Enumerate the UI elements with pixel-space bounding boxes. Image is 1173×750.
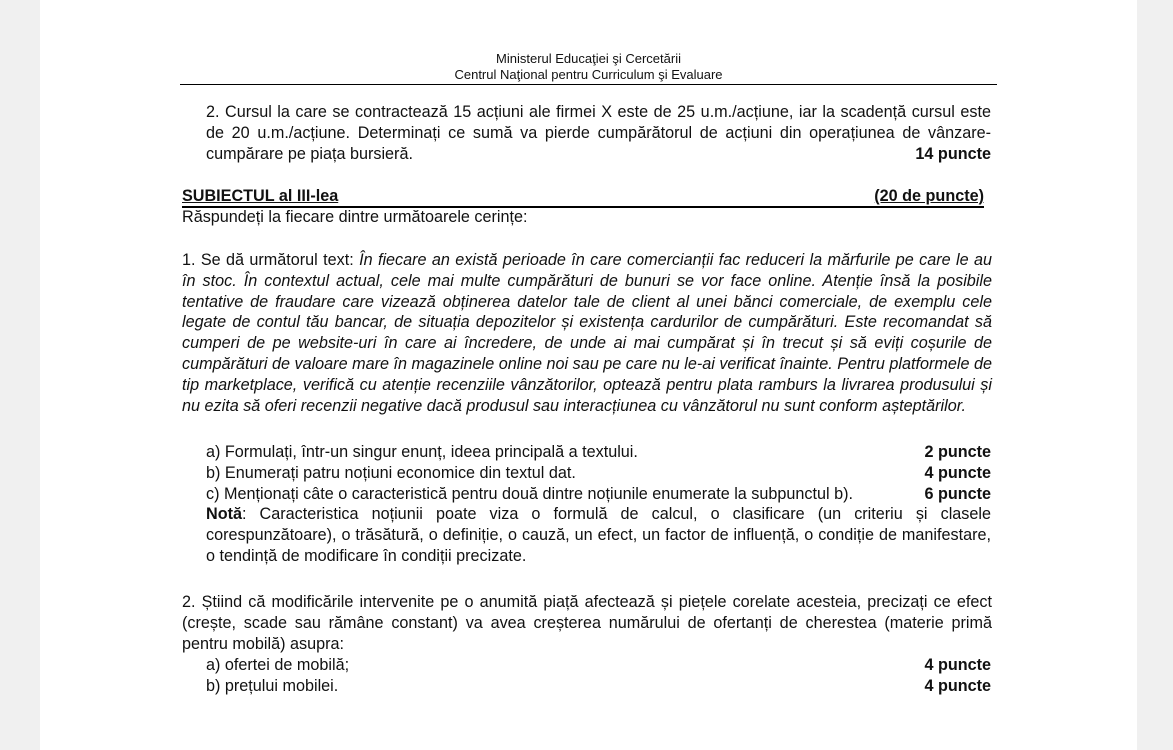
q2-subitem-b (206, 676, 991, 697)
q2-subitem-b-points: 4 puncte (924, 676, 991, 695)
subitem-a-text: a) Formulați, într-un singur enunț, ideea principală a textului. (206, 443, 638, 461)
subject-heading (182, 186, 984, 208)
subject-instruction: Răspundeți la fiecare dintre următoarele cerințe: (182, 208, 528, 226)
item-2-text: 2. Cursul la care se contractează 15 acțiuni ale firmei X este de 25 u.m./acțiune, iar la scadență cursul este de 20 u.m./acțiune. Determinați ce sumă va pierde cumpărătorul de acțiuni din operațiunea de vânzare-cumpărare pe piața bursieră. (206, 103, 991, 163)
center-name: Centrul Naţional pentru Curriculum şi Evaluare (454, 67, 723, 82)
note-label: Notă (206, 505, 242, 524)
item-2 (206, 102, 991, 164)
ministry-name: Ministerul Educaţiei şi Cercetării (496, 51, 681, 66)
subitem-c-points: 6 puncte (924, 484, 991, 503)
document-page (40, 0, 1137, 750)
question-1-text (182, 250, 992, 416)
q2-subitem-a-text: a) ofertei de mobilă; (206, 656, 350, 674)
subitem-c (206, 484, 991, 505)
subject-points: (20 de puncte) (874, 187, 984, 205)
subitem-c-text: c) Menționați câte o caracteristică pentru două dintre noțiunile enumerate la subpunctul b). (206, 484, 853, 503)
question-2-text: 2. Știind că modificările intervenite pe o anumită piață afectează și piețele corelate acesteia, precizați ce efect (crește, scade sau rămâne constant) va avea creșterea numărului de ofertanți de cherestea (materie primă pentru mobilă) asupra: (182, 593, 992, 653)
subitem-b (206, 463, 991, 484)
q2-subitem-a (206, 655, 991, 676)
question-1-subitems (206, 442, 991, 567)
subitem-b-text: b) Enumerați patru noțiuni economice din textul dat. (206, 463, 576, 482)
q2-subitem-b-text: b) prețului mobilei. (206, 676, 339, 695)
subitem-a-points: 2 puncte (924, 443, 991, 461)
question-1-intro: 1. Se dă următorul text: (182, 251, 360, 269)
subitem-a (206, 442, 991, 463)
document-header (180, 51, 997, 85)
item-2-points: 14 puncte (915, 144, 991, 163)
note-text: : Caracteristica noțiunii poate viza o formulă de calcul, o clasificare (un criteriu și clasele corespunzătoare), o trăsătură, o definiție, o cauză, un efect, un factor de influență, o condiție de manifestare, o tendință de modificare în condiții precizate. (206, 505, 991, 565)
question-1-passage: În fiecare an există perioade în care comercianții fac reduceri la mărfurile pe care le au în stoc. În contextul actual, cele mai multe cumpărături de bunuri se vor face online. Atenție însă la posibile tentative de fraudare care vizează obținerea datelor tale de client al unei bănci comerciale, de exemplu cele legate de contul tău bancar, de situația depozitelor și existența cardurilor de cumpărături. Este recomandat să cumperi de pe website-uri în care ai încredere, de unde ai mai cumpărat și în trecut și să eviți coșurile de cumpărături de valoare mare în magazinele online noi sau pe care nu le-ai verificat înainte. Pentru platformele de tip marketplace, verifică cu atenție recenziile vânzătorilor, optează pentru plata ramburs la livrarea produsului și nu ezita să oferi recenzii negative dacă produsul sau interacțiunea cu vânzătorul nu sunt conform așteptărilor. (182, 251, 992, 415)
subitem-b-points: 4 puncte (924, 463, 991, 482)
note (206, 504, 991, 566)
q2-subitem-a-points: 4 puncte (924, 656, 991, 674)
question-2-subitems (206, 655, 991, 697)
subject-title: SUBIECTUL al III-lea (182, 187, 339, 205)
